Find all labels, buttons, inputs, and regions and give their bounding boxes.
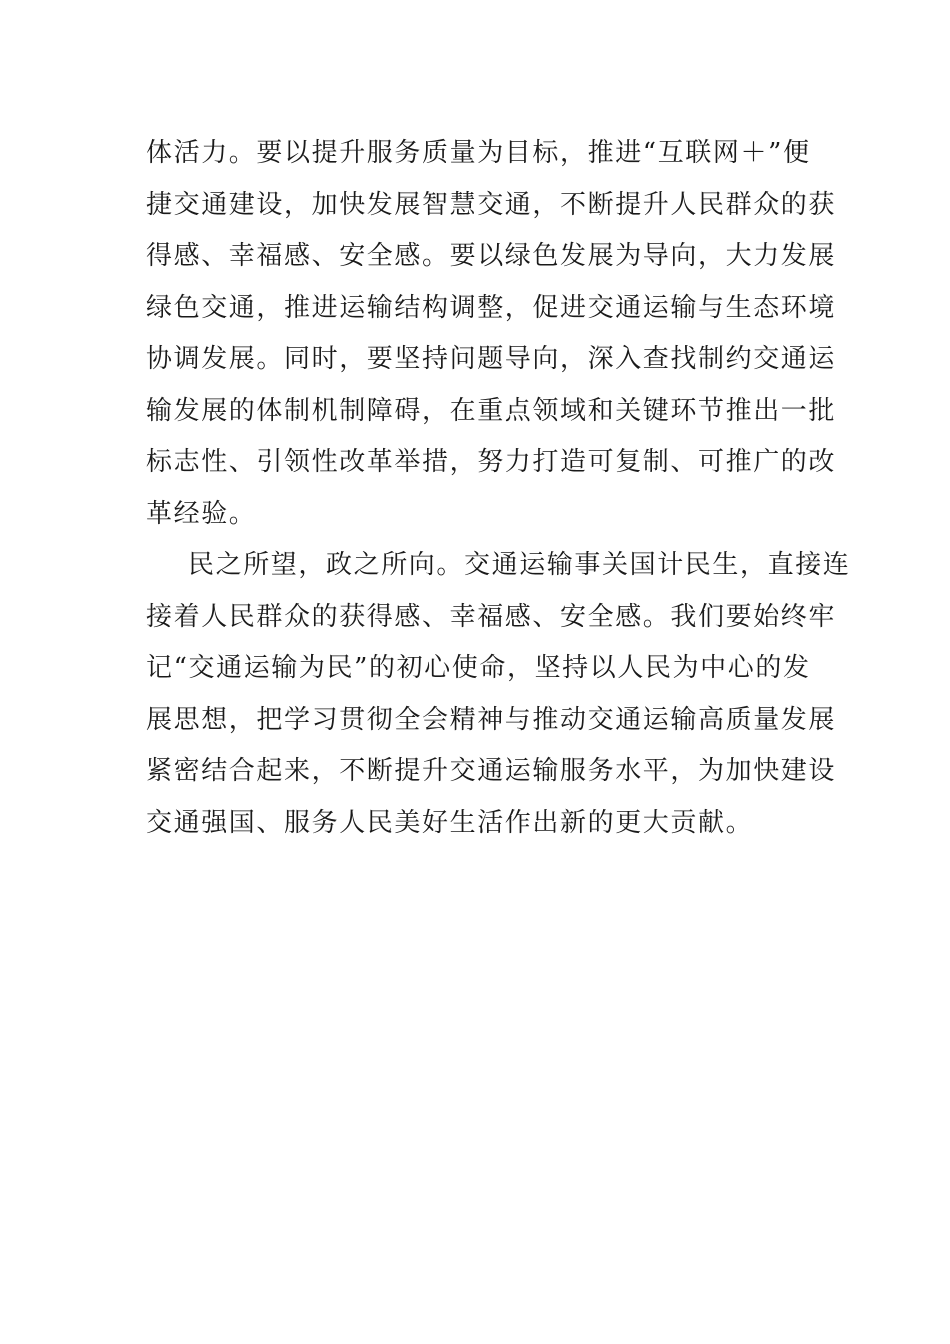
text-line: 输发展的体制机制障碍，在重点领域和关键环节推出一批 bbox=[146, 395, 837, 426]
paragraph-first-line: 民之所望，政之所向。交通运输事关国计民生，直接连 bbox=[188, 550, 851, 580]
text-line: 绿色交通，推进运输结构调整，促进交通运输与生态环境 bbox=[146, 292, 837, 323]
text-line: 革经验。 bbox=[146, 498, 257, 529]
text-line: 交通强国、服务人民美好生活作出新的更大贡献。 bbox=[146, 807, 754, 838]
text-line: 紧密结合起来，不断提升交通运输服务水平，为加快建设 bbox=[146, 756, 837, 786]
text-line: 协调发展。同时，要坚持问题导向，深入查找制约交通运 bbox=[146, 344, 837, 374]
text-line: 体活力。要以提升服务质量为目标，推进“互联网＋”便 bbox=[146, 138, 811, 168]
text-line: 记“交通运输为民”的初心使命，坚持以人民为中心的发 bbox=[146, 653, 811, 683]
text-line: 得感、幸福感、安全感。要以绿色发展为导向，大力发展 bbox=[146, 241, 837, 271]
text-line: 展思想，把学习贯彻全会精神与推动交通运输高质量发展 bbox=[146, 704, 837, 735]
text-line: 标志性、引领性改革举措，努力打造可复制、可推广的改 bbox=[146, 447, 837, 477]
text-line: 接着人民群众的获得感、幸福感、安全感。我们要始终牢 bbox=[146, 601, 837, 632]
body-text bbox=[146, 128, 851, 849]
text-line: 捷交通建设，加快发展智慧交通，不断提升人民群众的获 bbox=[146, 189, 837, 220]
